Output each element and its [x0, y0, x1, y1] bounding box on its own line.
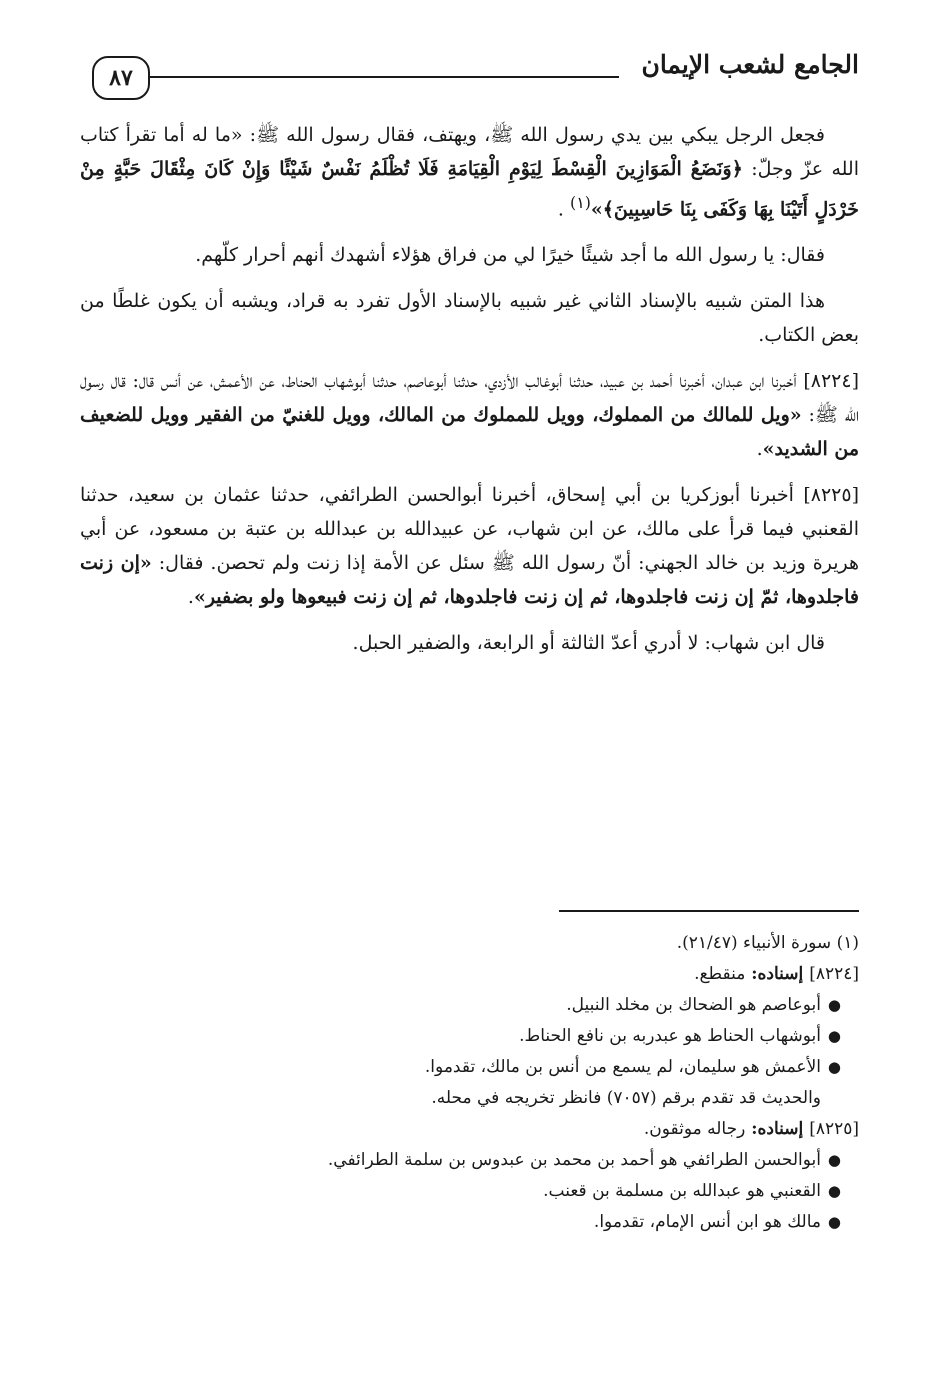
bullet-icon: ●	[827, 1182, 841, 1200]
list-item-text: أبوالحسن الطرائفي هو أحمد بن محمد بن عبدوس بن سلمة الطرائفي.	[327, 1150, 821, 1170]
footnote-ref-1: (١)	[570, 193, 591, 212]
footnote-8224-continuation: والحديث قد تقدم برقم (٧٠٥٧) فانظر تخريجه في محله.	[431, 1088, 821, 1108]
isnad-text: أخبرنا أبوزكريا بن أبي إسحاق، أخبرنا أبوالحسن الطرائفي، حدثنا عثمان بن سعيد، حدثنا القعنبي فيما قرأ على مالك، عن ابن شهاب، عن عبيدالله بن عبدالله بن عتبة بن مسعود، عن أبي هريرة وزيد بن خالد الجهني: أنّ رسول الله ﷺ سئل عن الأمة إذا زنت ولم تحصن. فقال:	[80, 484, 860, 575]
footnote-8225-list	[80, 1145, 859, 1238]
list-item-text: أبوشهاب الحناط هو عبدربه بن نافع الحناط.	[519, 1026, 821, 1046]
footnote-grade: منقطع.	[694, 964, 746, 984]
list-item-text: القعنبي هو عبدالله بن مسلمة بن قعنب.	[543, 1181, 821, 1201]
paragraph-2: فقال: يا رسول الله ما أجد شيئًا خيرًا لي من فراق هؤلاء أشهدك أنهم أحرار كلّهم.	[195, 244, 825, 267]
footnote-rule	[559, 910, 859, 912]
paragraph-1-end: .	[557, 198, 570, 221]
footnote-hadith-number: [٨٢٢٥]	[809, 1119, 859, 1139]
list-item	[80, 1145, 841, 1176]
hadith-end: .	[756, 438, 763, 461]
footnote-1: (١) سورة الأنبياء (٢١/٤٧).	[676, 933, 859, 953]
running-header-title: الجامع لشعب الإيمان	[641, 50, 859, 79]
bullet-icon: ●	[827, 996, 841, 1014]
list-item	[80, 1021, 841, 1052]
footnote-8224-head	[80, 959, 859, 990]
paragraph-1	[80, 118, 859, 226]
list-item-text: مالك هو ابن أنس الإمام، تقدموا.	[593, 1212, 821, 1232]
list-item	[80, 1176, 841, 1207]
hadith-number: [٨٢٢٤]	[803, 370, 859, 393]
quran-verse: ﴿وَنَضَعُ الْمَوَازِينَ الْقِسْطَ لِيَوْمِ الْقِيَامَةِ فَلَا تُظْلَمُ نَفْسٌ شَيْئًا وَإِنْ كَانَ مِثْقَالَ حَبَّةٍ مِنْ خَرْدَلٍ أَتَيْنَا بِهَا وَكَفَى بِنَا حَاسِبِينَ﴾»	[80, 158, 859, 221]
hadith-end: .	[187, 586, 194, 609]
bullet-icon: ●	[827, 1151, 841, 1169]
hadith-number: [٨٢٢٥]	[803, 484, 859, 507]
footnote-grade: رجاله موثقون.	[643, 1119, 746, 1139]
page-number-badge: ٨٧	[92, 56, 150, 100]
list-item	[80, 1207, 841, 1238]
footnotes	[80, 928, 859, 1238]
bullet-icon: ●	[827, 1058, 841, 1076]
hadith-matn: «ويل للمالك من المملوك، وويل للمملوك من المالك، وويل للغنيّ من الفقير وويل للضعيف من الشديد»	[80, 404, 859, 461]
bullet-icon: ●	[827, 1213, 841, 1231]
bullet-icon: ●	[827, 1027, 841, 1045]
footnote-8225-head	[80, 1114, 859, 1145]
isnad-text: أخبرنا ابن عبدان، أخبرنا أحمد بن عبيد، حدثنا أبوغالب الأزدي، حدثنا أبوعاصم، حدثنا أبوشهاب الحناط، عن الأعمش، عن أنس قال: قال رسول الله ﷺ:	[80, 370, 859, 427]
paragraph-1-text: فجعل الرجل يبكي بين يدي رسول الله ﷺ، ويهتف، فقال رسول الله ﷺ: «ما له أما تقرأ كتاب الله عزّ وجلّ:	[80, 124, 859, 180]
footnote-hadith-number: [٨٢٢٤]	[809, 964, 859, 984]
paragraph-6: قال ابن شهاب: لا أدري أعدّ الثالثة أو الرابعة، والضفير الحبل.	[352, 632, 825, 655]
main-text	[80, 118, 859, 672]
header-rule	[150, 76, 619, 78]
list-item	[80, 990, 841, 1021]
footnote-label: إسناده:	[745, 1119, 810, 1139]
list-item-text: أبوعاصم هو الضحاك بن مخلد النبيل.	[566, 995, 821, 1015]
hadith-matn: «إن زنت فاجلدوها، ثمّ إن زنت فاجلدوها، ثم إن زنت فاجلدوها، ثم إن زنت فبيعوها ولو بضفير»	[80, 552, 859, 609]
hadith-8225	[80, 478, 859, 614]
footnote-8224-list	[80, 990, 859, 1083]
hadith-8224	[80, 364, 859, 466]
footnote-label: إسناده:	[745, 964, 810, 984]
paragraph-3: هذا المتن شبيه بالإسناد الثاني غير شبيه بالإسناد الأول تفرد به قراد، ويشبه أن يكون غلطًا من بعض الكتاب.	[80, 290, 859, 347]
list-item-text: الأعمش هو سليمان، لم يسمع من أنس بن مالك، تقدموا.	[424, 1057, 821, 1077]
list-item	[80, 1052, 841, 1083]
